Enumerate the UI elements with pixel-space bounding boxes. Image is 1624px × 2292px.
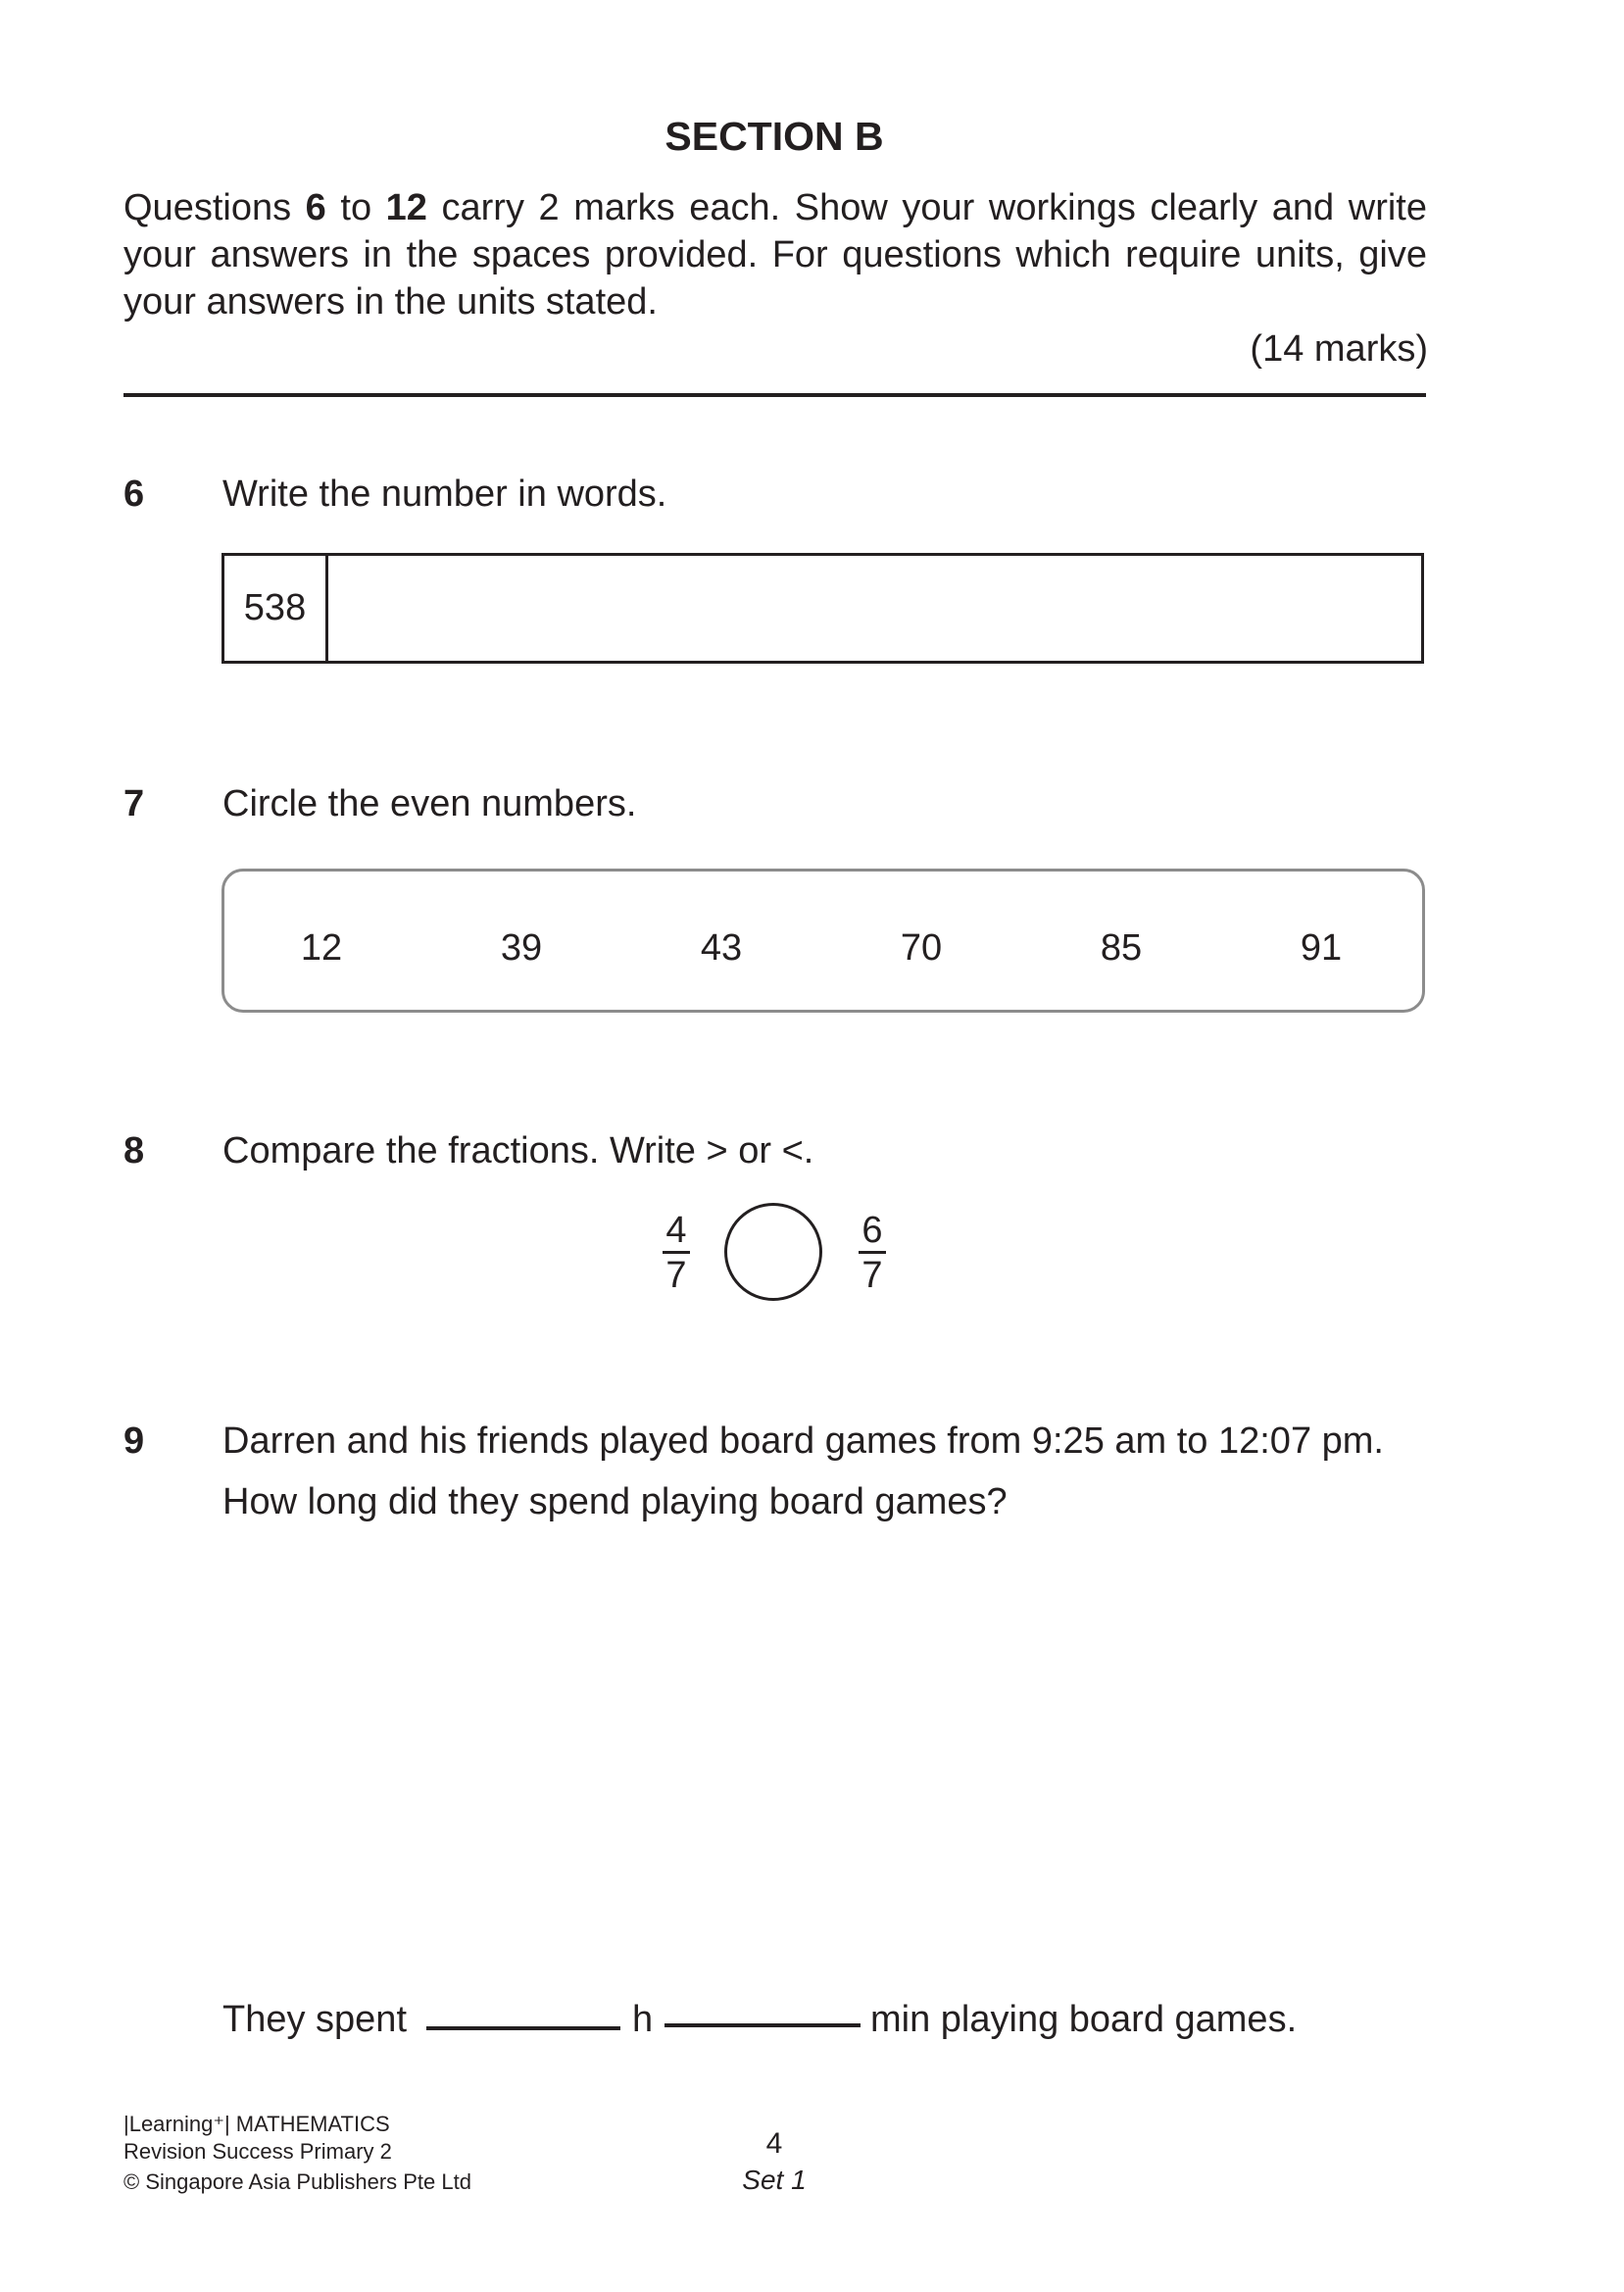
footer-series: |Learning⁺| MATHEMATICS bbox=[123, 2112, 390, 2136]
right-numerator: 6 bbox=[861, 1210, 883, 1251]
number-option[interactable]: 85 bbox=[1100, 927, 1143, 969]
set-label: Set 1 bbox=[742, 2165, 807, 2195]
even-numbers-box bbox=[221, 869, 1425, 1013]
number-option[interactable]: 39 bbox=[500, 927, 543, 969]
question-6-number: 6 bbox=[123, 473, 145, 515]
right-fraction bbox=[853, 1212, 892, 1294]
answer-suffix: min playing board games. bbox=[870, 1999, 1298, 2040]
instructions-text: to bbox=[325, 187, 386, 228]
words-answer-field[interactable] bbox=[328, 556, 1421, 661]
instructions-text: Questions bbox=[123, 187, 306, 228]
hours-unit: h bbox=[632, 1999, 654, 2040]
section-divider bbox=[123, 393, 1426, 397]
number-option[interactable]: 91 bbox=[1300, 927, 1343, 969]
minutes-answer-blank[interactable] bbox=[664, 2023, 861, 2027]
question-8-text: Compare the fractions. Write > or <. bbox=[222, 1130, 814, 1171]
question-7-text: Circle the even numbers. bbox=[222, 783, 637, 824]
number-in-words-box bbox=[221, 553, 1424, 664]
comparison-circle[interactable] bbox=[724, 1203, 822, 1301]
question-9-number: 9 bbox=[123, 1420, 145, 1462]
page-number: 4 bbox=[765, 2127, 783, 2160]
total-marks: (14 marks) bbox=[1250, 328, 1428, 370]
left-denominator: 7 bbox=[665, 1255, 687, 1296]
question-7-number: 7 bbox=[123, 783, 145, 824]
right-denominator: 7 bbox=[861, 1255, 883, 1296]
number-option[interactable]: 12 bbox=[300, 927, 343, 969]
fraction-bar bbox=[859, 1251, 886, 1254]
left-numerator: 4 bbox=[665, 1210, 687, 1251]
section-instructions bbox=[123, 184, 1427, 325]
footer-copyright: © Singapore Asia Publishers Pte Ltd bbox=[123, 2169, 471, 2194]
instructions-text: carry 2 marks each. Show your workings clearly and write your answers in the spaces provided. For questions which require units, give your answers in the units stated. bbox=[123, 187, 1427, 323]
question-6-text: Write the number in words. bbox=[222, 473, 667, 515]
question-9-text-line1: Darren and his friends played board games from 9:25 am to 12:07 pm. bbox=[222, 1420, 1384, 1462]
number-option[interactable]: 70 bbox=[900, 927, 943, 969]
number-option[interactable]: 43 bbox=[700, 927, 743, 969]
fraction-bar bbox=[663, 1251, 690, 1254]
question-9-text-line2: How long did they spend playing board games? bbox=[222, 1481, 1008, 1522]
instructions-question-start: 6 bbox=[305, 187, 326, 228]
question-8-number: 8 bbox=[123, 1130, 145, 1171]
answer-prefix: They spent bbox=[222, 1999, 407, 2040]
instructions-question-end: 12 bbox=[385, 187, 427, 228]
hours-answer-blank[interactable] bbox=[426, 2026, 620, 2030]
left-fraction bbox=[657, 1212, 696, 1294]
given-number: 538 bbox=[224, 556, 328, 661]
footer-book-title: Revision Success Primary 2 bbox=[123, 2139, 392, 2164]
section-title: SECTION B bbox=[664, 114, 884, 159]
